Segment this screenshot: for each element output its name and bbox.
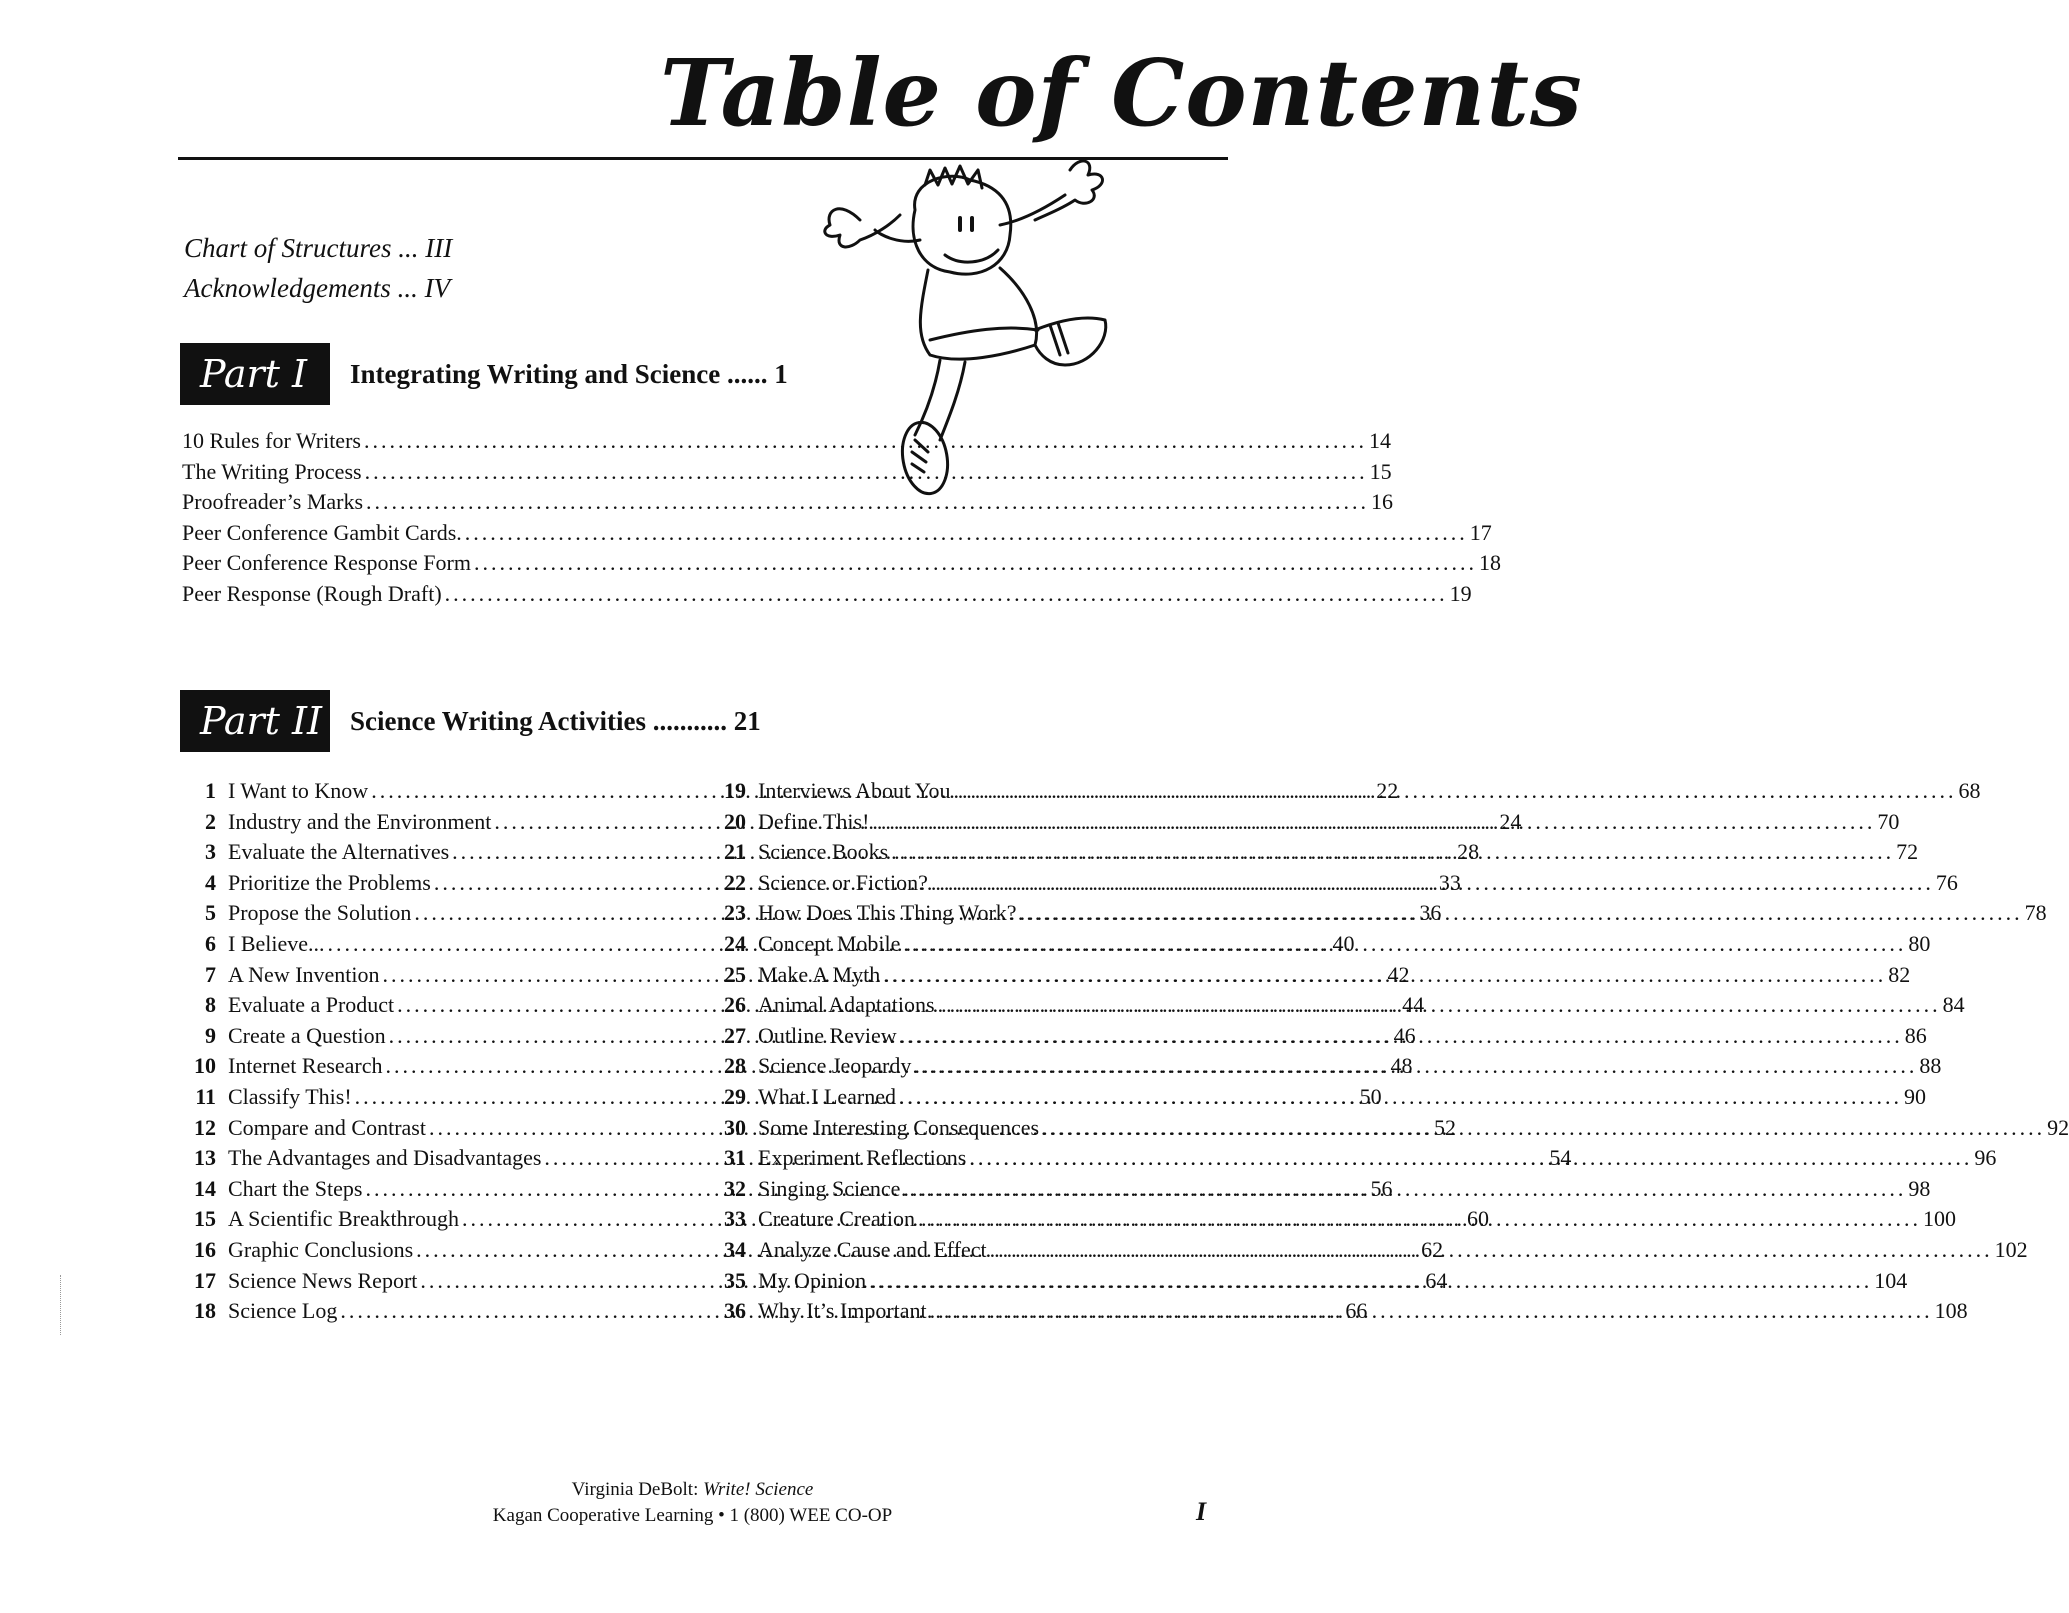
leader-dots	[1042, 1113, 2045, 1144]
leader-dots	[918, 1204, 1921, 1235]
entry-number: 23	[724, 900, 746, 926]
entry-number: 17	[194, 1267, 216, 1293]
entry-page: 24	[1499, 808, 1522, 834]
entry-title: How Does This Thing Work?	[758, 900, 1017, 926]
front-matter-item[interactable]: Chart of Structures ... III	[184, 233, 453, 263]
leader-dots	[914, 1051, 1917, 1082]
leader-dots	[883, 960, 1886, 991]
entry-title: Creature Creation	[758, 1206, 915, 1232]
entry-page: 102	[1994, 1236, 2028, 1262]
entry-page: 108	[1934, 1298, 1968, 1324]
entry-number: 7	[205, 961, 216, 987]
entry-number: 20	[724, 808, 746, 834]
entry-title: Internet Research	[228, 1053, 383, 1079]
entry-page: 56	[1370, 1175, 1393, 1201]
entry-number: 3	[205, 839, 216, 865]
entry-page: 64	[1425, 1267, 1448, 1293]
entry-number: 10	[194, 1053, 216, 1079]
entry-page: 90	[1904, 1083, 1927, 1109]
toc-entry[interactable]	[182, 457, 1392, 488]
leader-dots	[474, 548, 1477, 579]
entry-number: 19	[724, 778, 746, 803]
entry-page: 18	[1478, 550, 1501, 576]
entry-number: 30	[724, 1114, 746, 1140]
leader-dots	[869, 1266, 1872, 1297]
entry-number: 29	[724, 1083, 746, 1109]
entry-page: 17	[1469, 519, 1492, 545]
entry-page: 19	[1449, 580, 1472, 606]
part-2-label: Part II	[180, 690, 330, 752]
entry-number: 11	[195, 1083, 216, 1109]
entry-page: 98	[1908, 1175, 1931, 1201]
entry-page: 70	[1877, 808, 1900, 834]
entry-page: 86	[1904, 1022, 1927, 1048]
entry-title: Why It’s Important	[758, 1298, 927, 1324]
entry-number: 25	[724, 961, 746, 987]
entry-page: 100	[1923, 1206, 1956, 1232]
front-matter-item[interactable]: Acknowledgements ... IV	[184, 273, 451, 303]
entry-page: 96	[1974, 1145, 1997, 1171]
entry-title: Classify This!	[228, 1083, 352, 1109]
entry-title: The Writing Process	[182, 458, 362, 484]
part-2-title-line[interactable]	[350, 690, 761, 752]
footer-book: Write! Science	[703, 1479, 814, 1500]
footer-publisher: Kagan Cooperative Learning • 1 (800) WEE CO-OP	[492, 1505, 893, 1526]
entry-page: 50	[1359, 1083, 1382, 1109]
entry-title: Science or Fiction?	[758, 869, 928, 895]
leader-dots	[445, 579, 1448, 610]
leader-dots	[903, 929, 1906, 960]
leader-dots	[364, 426, 1367, 457]
entry-title: Chart the Steps	[228, 1175, 363, 1201]
part-1-title-line[interactable]	[350, 343, 788, 405]
entry-title: Science News Report	[228, 1267, 418, 1293]
part-2-header	[180, 690, 880, 752]
entry-page: 82	[1888, 961, 1911, 987]
entry-title: Graphic Conclusions	[228, 1236, 414, 1262]
entry-number: 9	[205, 1022, 216, 1048]
entry-number: 5	[205, 900, 216, 926]
entry-title: Peer Conference Gambit Cards.	[182, 519, 462, 545]
entry-page: 48	[1390, 1053, 1413, 1079]
entry-page: 92	[2047, 1114, 2069, 1140]
entry-title: Experiment Reflections	[758, 1145, 967, 1171]
page-footer	[0, 1477, 1385, 1529]
footer-author: Virginia DeBolt:	[571, 1479, 699, 1500]
part-2-page: 21	[733, 706, 761, 736]
part-1-title: Integrating Writing and Science	[350, 359, 721, 389]
leader-dots	[365, 457, 1368, 488]
entry-number: 24	[724, 930, 746, 956]
page-number: I	[1196, 1497, 1207, 1526]
leader-dots	[903, 1174, 1906, 1205]
entry-page: 78	[2024, 900, 2047, 926]
entry-title: Science Jeopardy	[758, 1053, 912, 1079]
entry-number: 35	[724, 1267, 746, 1293]
entry-number: 15	[194, 1206, 216, 1232]
entry-title: Outline Review	[758, 1022, 897, 1048]
entry-title: Prioritize the Problems	[228, 869, 431, 895]
entry-page: 60	[1466, 1206, 1489, 1232]
entry-title: What I Learned	[758, 1083, 897, 1109]
entry-page: 28	[1457, 839, 1480, 865]
entry-number: 26	[724, 992, 746, 1018]
entry-title: Concept Mobile	[758, 930, 901, 956]
entry-title: My Opinion	[758, 1267, 867, 1293]
entry-title: Compare and Contrast	[228, 1114, 426, 1140]
leader-dots	[872, 807, 1875, 838]
entry-number: 8	[205, 992, 216, 1018]
leader-dots	[366, 487, 1369, 518]
entry-number: 28	[724, 1053, 746, 1079]
entry-number: 31	[724, 1145, 746, 1171]
entry-title: Peer Response (Rough Draft)	[182, 580, 442, 606]
front-matter-list	[184, 228, 452, 308]
leader-dots	[969, 1143, 1972, 1174]
part-1-leader: ......	[727, 359, 768, 389]
toc-entry[interactable]	[182, 487, 1394, 518]
part-1-label: Part I	[180, 343, 330, 405]
entry-page: 15	[1369, 458, 1392, 484]
part-1-header	[180, 343, 880, 405]
entry-number: 6	[205, 930, 216, 956]
entry-title: I Believe...	[228, 930, 325, 956]
entry-page: 46	[1393, 1022, 1416, 1048]
entry-page: 52	[1433, 1114, 1456, 1140]
entry-title: Peer Conference Response Form	[182, 550, 471, 576]
entry-page: 68	[1958, 778, 1981, 803]
footer-credit	[0, 1477, 1385, 1503]
entry-number: 16	[194, 1236, 216, 1262]
part-2-leader: ...........	[652, 706, 727, 736]
entry-number: 4	[205, 869, 216, 895]
entry-page: 88	[1919, 1053, 1942, 1079]
toc-entry[interactable]	[182, 579, 1472, 610]
leader-dots	[930, 1296, 1933, 1327]
entry-page: 66	[1345, 1298, 1368, 1324]
entry-page: 104	[1874, 1267, 1908, 1293]
toc-entry[interactable]	[182, 518, 1492, 549]
part-1-page: 1	[774, 359, 788, 389]
entry-number: 36	[724, 1298, 746, 1324]
part-2-title: Science Writing Activities	[350, 706, 646, 736]
entry-number: 12	[194, 1114, 216, 1140]
entry-title: Analyze Cause and Effect	[758, 1236, 987, 1262]
entry-page: 80	[1908, 930, 1931, 956]
entry-number: 2	[205, 808, 216, 834]
margin-marks	[60, 1275, 65, 1335]
entry-number: 18	[194, 1298, 216, 1324]
leader-dots	[954, 776, 1957, 807]
toc-entry[interactable]	[182, 548, 1501, 579]
entry-page: 44	[1402, 992, 1425, 1018]
entry-title: Science Books	[758, 839, 889, 865]
entry-page: 76	[1935, 869, 1958, 895]
leader-dots	[931, 868, 1934, 899]
entry-title: Singing Science	[758, 1175, 901, 1201]
entry-page: 54	[1549, 1145, 1572, 1171]
entry-number: 32	[724, 1175, 746, 1201]
entry-title: Some Interesting Consequences	[758, 1114, 1040, 1140]
leader-dots	[1020, 898, 2023, 929]
leader-dots	[891, 837, 1894, 868]
entry-page: 16	[1371, 489, 1394, 515]
leader-dots	[900, 1021, 1903, 1052]
entry-title: Interviews About You	[758, 778, 951, 803]
leader-dots	[465, 518, 1468, 549]
entry-title: Make A Myth	[758, 961, 881, 987]
entry-number: 33	[724, 1206, 746, 1232]
toc-entry[interactable]	[182, 426, 1391, 457]
entry-number: 34	[724, 1236, 746, 1262]
entry-page: 22	[1376, 778, 1399, 803]
entry-title: Evaluate a Product	[228, 992, 395, 1018]
entry-number: 13	[194, 1145, 216, 1171]
entry-page: 42	[1387, 961, 1410, 987]
entry-title: Create a Question	[228, 1022, 386, 1048]
leader-dots	[938, 990, 1941, 1021]
entry-title: Science Log	[228, 1298, 338, 1324]
entry-number: 1	[205, 778, 216, 803]
entry-title: Evaluate the Alternatives	[228, 839, 450, 865]
entry-title: I Want to Know	[228, 778, 369, 803]
entry-page: 72	[1896, 839, 1919, 865]
entry-title: The Advantages and Disadvantages	[228, 1145, 542, 1171]
entry-page: 84	[1942, 992, 1965, 1018]
entry-number: 14	[194, 1175, 216, 1201]
leader-dots	[899, 1082, 1902, 1113]
entry-page: 14	[1368, 428, 1391, 453]
entry-title: A New Invention	[228, 961, 380, 987]
entry-title: Animal Adaptations	[758, 992, 935, 1018]
entry-page: 33	[1438, 869, 1461, 895]
entry-number: 21	[724, 839, 746, 865]
entry-title: Define This!	[758, 808, 870, 834]
entry-number: 27	[724, 1022, 746, 1048]
entry-page: 36	[1419, 900, 1442, 926]
entry-number: 22	[724, 869, 746, 895]
page-title: Table of Contents	[660, 39, 1583, 147]
entry-page: 62	[1421, 1236, 1444, 1262]
entry-title: Proofreader’s Marks	[182, 489, 364, 515]
entry-title: A Scientific Breakthrough	[228, 1206, 459, 1232]
leader-dots	[990, 1235, 1993, 1266]
entry-page: 40	[1332, 930, 1355, 956]
entry-title: Propose the Solution	[228, 900, 412, 926]
entry-title: 10 Rules for Writers	[182, 428, 361, 453]
part-1-list	[182, 426, 1501, 610]
entry-title: Industry and the Environment	[228, 808, 492, 834]
